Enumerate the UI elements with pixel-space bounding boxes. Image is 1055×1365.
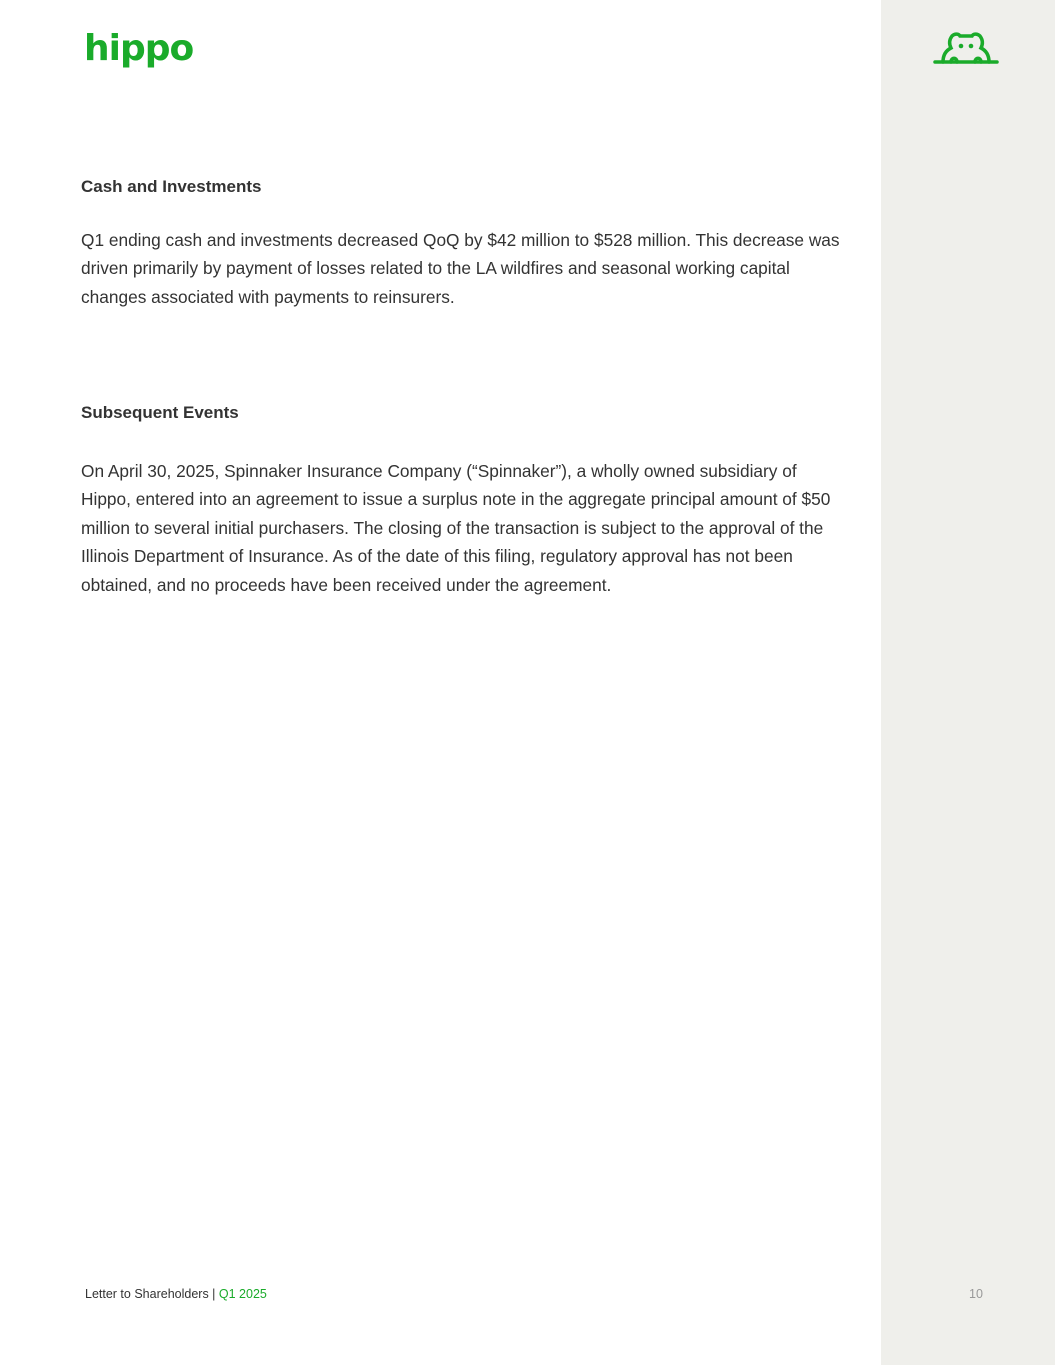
hippo-mascot-icon — [933, 30, 999, 66]
section-heading-cash: Cash and Investments — [81, 177, 262, 196]
footer-period: Q1 2025 — [218, 1287, 267, 1301]
hippo-logo: hippo — [84, 28, 194, 69]
footer-doc-title: Letter to Shareholders | — [85, 1287, 219, 1301]
section-heading-subsequent: Subsequent Events — [81, 403, 239, 422]
sidebar-band — [881, 0, 1055, 1365]
footer-title — [85, 1287, 267, 1301]
section-body-subsequent: On April 30, 2025, Spinnaker Insurance Company (“Spinnaker”), a wholly owned subsidiary of Hippo, entered into an agreement to issue a surplus note in the aggregate principal amount of $50 million to several initial purchasers. The closing of the transaction is subject to the approval of the Illinois Department of Insurance. As of the date of this filing, regulatory approval has not been obtained, and no proceeds have been received under the agreement. — [81, 461, 831, 595]
page-number: 10 — [969, 1287, 983, 1301]
section-body-cash: Q1 ending cash and investments decreased QoQ by $42 million to $528 million. This decrease was driven primarily by payment of losses related to the LA wildfires and seasonal working capital changes associated with payments to reinsurers. — [81, 230, 840, 307]
